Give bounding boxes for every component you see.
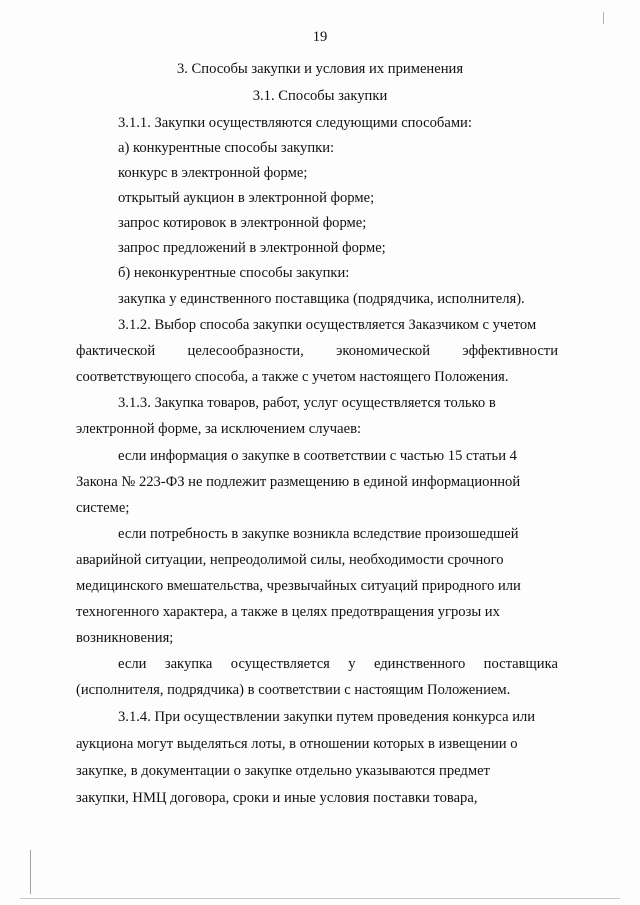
list-item: запрос предложений в электронной форме; bbox=[118, 240, 386, 256]
word: осуществляется bbox=[230, 656, 330, 672]
paragraph-3-1-1-intro: 3.1.1. Закупки осуществляются следующими способами: bbox=[118, 115, 472, 131]
case-line: техногенного характера, а также в целях предотвращения угрозы их bbox=[76, 604, 500, 620]
case-line: (исполнителя, подрядчика) в соответствии с настоящим Положением. bbox=[76, 682, 511, 698]
word: целесообразности, bbox=[187, 343, 304, 359]
list-item: конкурс в электронной форме; bbox=[118, 165, 308, 181]
paragraph-3-1-4-line: закупки, НМЦ договора, сроки и иные условия поставки товара, bbox=[76, 790, 478, 806]
paragraph-3-1-2-line bbox=[76, 344, 558, 359]
section-title: 3. Способы закупки и условия их применения bbox=[176, 61, 464, 77]
subsection-title: 3.1. Способы закупки bbox=[252, 88, 388, 104]
case-line: системе; bbox=[76, 500, 130, 516]
paragraph-3-1-4-line: 3.1.4. При осуществлении закупки путем проведения конкурса или bbox=[118, 709, 536, 725]
list-item: запрос котировок в электронной форме; bbox=[118, 215, 367, 231]
paragraph-3-1-2-line: 3.1.2. Выбор способа закупки осуществляется Заказчиком с учетом bbox=[118, 317, 537, 333]
case-line: Закона № 223-ФЗ не подлежит размещению в единой информационной bbox=[76, 474, 521, 490]
paragraph-3-1-3-line: 3.1.3. Закупка товаров, работ, услуг осуществляется только в bbox=[118, 395, 496, 411]
word: закупка bbox=[164, 656, 213, 672]
case-line: если потребность в закупке возникла вследствие произошедшей bbox=[118, 526, 519, 542]
word: экономической bbox=[336, 343, 431, 359]
word: если bbox=[118, 656, 147, 672]
case-line: медицинского вмешательства, чрезвычайных ситуаций природного или bbox=[76, 578, 521, 594]
list-item: открытый аукцион в электронной форме; bbox=[118, 190, 375, 206]
page-number: 19 bbox=[312, 29, 328, 45]
case-line bbox=[118, 657, 558, 672]
word: единственного bbox=[373, 656, 466, 672]
scan-artifact bbox=[20, 898, 620, 899]
word: у bbox=[348, 656, 356, 672]
paragraph-3-1-3-line: электронной форме, за исключением случаев: bbox=[76, 421, 362, 437]
case-line: аварийной ситуации, непреодолимой силы, необходимости срочного bbox=[76, 552, 504, 568]
list-label-noncompetitive: б) неконкурентные способы закупки: bbox=[118, 265, 350, 281]
paragraph-3-1-4-line: закупке, в документации о закупке отдельно указываются предмет bbox=[76, 763, 490, 779]
paragraph-3-1-4-line: аукциона могут выделяться лоты, в отношении которых в извещении о bbox=[76, 736, 518, 752]
scan-artifact bbox=[603, 12, 604, 24]
list-item: закупка у единственного поставщика (подрядчика, исполнителя). bbox=[118, 291, 525, 307]
word: поставщика bbox=[483, 656, 558, 672]
case-line: возникновения; bbox=[76, 630, 174, 646]
case-line: если информация о закупке в соответствии с частью 15 статьи 4 bbox=[118, 448, 517, 464]
paragraph-3-1-2-line: соответствующего способа, а также с учетом настоящего Положения. bbox=[76, 369, 509, 385]
scan-artifact bbox=[30, 850, 31, 894]
word: фактической bbox=[76, 343, 156, 359]
word: эффективности bbox=[462, 343, 558, 359]
list-label-competitive: а) конкурентные способы закупки: bbox=[118, 140, 335, 156]
